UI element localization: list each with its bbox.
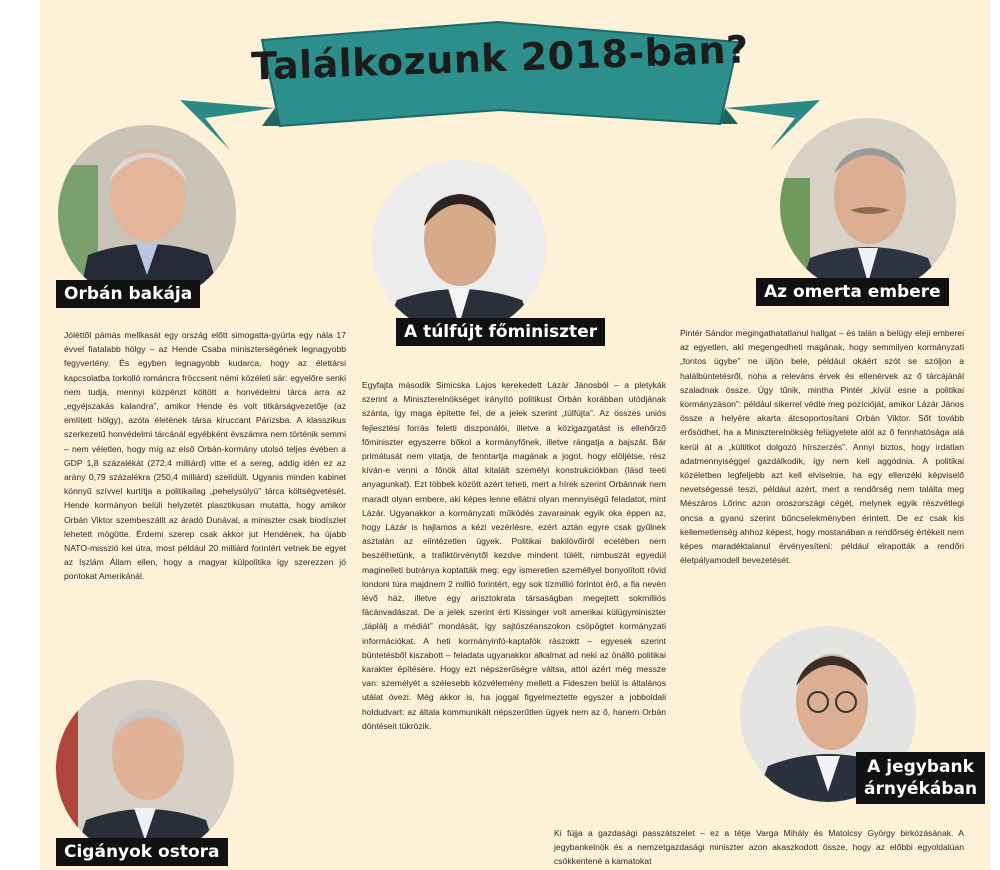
article-hende: Jóléttől pámás mellkasát egy ország előtt simogatta-gyúrta egy nála 17 évvel fiatalabb hölgy – az Hende Csaba miniszterségének legnagyobb fegyvertény. És egyben legnagyobb kudarca, hogy az élettársi kapcsolatba torkolló románcra fröccsent némi közéleti sár: egyelőre senki nem tudja, mennyi közpénzt költött a honvédelmi tárca arra az „egyéjszakás kalandra”, amikor Hende és volt titkárságvezetője (az említett hölgy), azóta életének társa kiruccant Párizsba. A klasszikus szerkezetű honvédelmi tárcánál egyébként évszámra nem történik semmi – nem véletlen, hogy míg az első Orbán-kormány utolsó teljes évében a GDP 1,8 százalékát (272,4 milliárd) vitte el a sereg, addig idén ez az arány 0,79 százalékra (250,4 milliárd) szelídült. Ugyanis minden kabinet könnyű szívvel kurtítja a politikailag „pehelysúlyú” tárca költségvetését. Hende kormányon belüli helyzetét plasztikusan mutatta, hogy amikor Orbán Viktor szembeszállt az áradó Dunával, a miniszter csak biodíszlet lehetett mögötte. Érdemi szerep csak akkor jut Hendének, ha újabb NATO-misszió kel útra, most például 20 milliárd forintért vetnek be egyet az Iszlám Állam ellen, hogy a magyar külpolitika így szerezzen jó pontokat Amerikánál. xyxy=(64,330,346,582)
portrait-pinter-sandor xyxy=(780,118,956,294)
article-pinter: Pintér Sándor megingathatatlanul hallgat – és talán a belügy eleji emberei az egyetlen, aki megengedheti magának, hogy semmilyen kormányzati „fontos ügybe” ne üljön bele, például okáért szót se szóljon a halálbüntetésről, noha a releváns érvek és ellenérvek az ő tárcájánál szaladnak össze. Úgy tűnik, mintha Pintér „kívül esne a politikai kormányzáson”: például sikerrel védte meg pozícióját, amikor Lázár János össze a helyére akarta átcsoportosítani Orbán Viktor. Sőt tovább erősödhet, ha a Miniszterelnökség felügyelete alól az ő fennhatósága alá kerül át a „kültitkot dolgozó hírszerzés”. Annyi biztos, hogy irdatlan adatmennyiséggel gazdálkodik, így nem kell aggódnia. A politikai közéletben legfeljebb azt kell elviselnie, ha egy ellenzéki képviselő nevetségessé teszi, például azért, mert a rendőrség nem találta meg Mészáros Lőrinc azon oroszországi cégét, melynek egyik részvétlegi oncsa a gyanú szerint bűncselekményben érintett. De ez csak kis kellemetlenség ahhoz képest, hogy mostanában a rendőrség értékeit nem képes maradéktalanul érvényesíteni: például elrapották a rendőri életpályamodell bevezetését. xyxy=(680,328,964,566)
person-photo xyxy=(372,160,546,334)
label-line-1: A jegybank xyxy=(867,757,974,777)
person-photo xyxy=(56,680,234,858)
article-varga: Ki fújja a gazdasági passzátszelet – ez a tétje Varga Mihály és Matolcsy György birkózásának. A jegybankelnök és a nemzetgazdasági miniszter azon akaszkodott össze, hogy az előbbi egyoldalúan csökkentené a kamatokat xyxy=(554,828,964,867)
banner-title: Találkozunk 2018-ban? xyxy=(250,27,750,89)
portrait-lazar-janos xyxy=(372,160,546,334)
portrait-balog-zoltan xyxy=(56,680,234,858)
person-photo xyxy=(780,118,956,294)
label-tulfujt-fominiszter: A túlfújt főminiszter xyxy=(396,318,605,346)
label-line-2: árnyékában xyxy=(864,779,978,799)
portrait-hende-csaba xyxy=(58,125,236,303)
article-lazar: Egyfajta második Simicska Lajos kerekedett Lázár Jánosból – a pletykák szerint a Miniszterelnökséget irányító politikust Orbán korábban utódjának szánta, így maga építette fel, de a jelek szerint „túlfújta”. Az összes uniós fejlesztési forrás feletti diszponálói, illetve a közigazgatást is ellenőrző főminiszter egyszerre bőkol a kormányfőnek, illetve rángatja a bajszát. Bár primátusát nem vitatja, de fenntartja magának a jogot, hogy elöljétse, rész kíván-e venni a főnök által kitalált személyi konstrukciókban (lásd teeti anyagunkat). Ezt többek között azért teheti, mert a hírek szerint Orbánnak nem maradt olyan embere, aki képes lenne ellátni olyan mennyiségű feladatot, mint Lázár. Ugyanakkor a kormányzati működés zavarainak egyik oka éppen az, hogy Lázár is hajlamos a kézi vezérlésre, ezért aztán egyre csak gyűlnek asztalán az elintézetlen ügyek. Politikai bakilövőiről ecetében nem beszélhetünk, a trafiktörvénytől kezdve mindent túlélt, nimbuszát egyedül maginelleti butránya koptatták meg: egy ismeretlen személlyel bonyolított rövid londoni túra majdnem 2 millió forintért, egy sok tízmillió forintot érő, a fia nevén lévő ház, illetve egy arisztokrata társaságban megejtett sokmilliós fácánvadászat. De a jelek szerint érti Kissinger volt amerikai külügyminiszter „táplálj a médiát” mondását, így sajtószéanszokon csöpögtet kormányzati információkat. A heti kormányinfó-kaptafók rászoktt – egyesek szerint büntetésből kiszabott – feladata ugyanakkor alkalmat ad neki az önálló politikai karakter építésére. Hogy ezt népszerűségre váltsa, attól azért még messze van: személyét a szélesebb közvélemény mellett a Fideszen belül is általános utálat övezi. Még akkor is, ha joggal figyelmeztette egyszer a jobboldali holdudvart: az általa kommunikált népszerűtlen ügyek nem az ő, hanem Orbán döntéseit tükrözik. xyxy=(362,380,666,731)
person-photo xyxy=(58,125,236,303)
label-omerta-embere: Az omerta embere xyxy=(756,278,949,306)
label-orban-bakaja: Orbán bakája xyxy=(56,280,200,308)
label-ciganyok-ostora: Cigányok ostora xyxy=(56,838,228,866)
label-jegybank-arnyekaban xyxy=(856,752,985,804)
